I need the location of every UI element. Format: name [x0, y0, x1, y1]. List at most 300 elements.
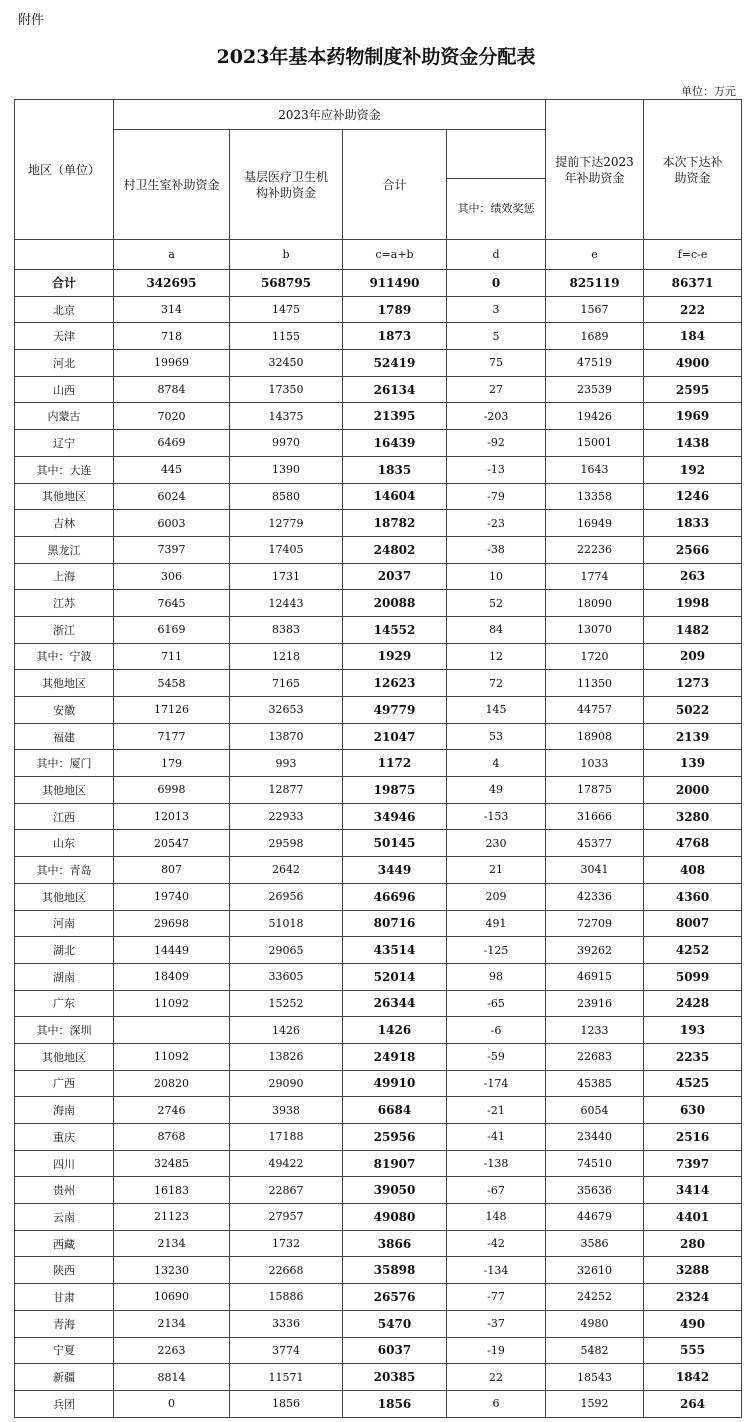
region-cell: 河北 — [15, 350, 114, 377]
value-cell: 20385 — [343, 1364, 447, 1391]
value-cell: 1643 — [546, 456, 644, 483]
value-cell: 263 — [644, 563, 742, 590]
value-cell: 72 — [447, 670, 546, 697]
value-cell: 15252 — [230, 990, 343, 1017]
table-row — [15, 750, 742, 777]
table-row — [15, 376, 742, 403]
value-cell: 13230 — [114, 1257, 230, 1284]
header-col-d-spacer — [447, 130, 546, 179]
value-cell: 49 — [447, 777, 546, 804]
table-row — [15, 1230, 742, 1257]
value-cell: 2139 — [644, 723, 742, 750]
table-row — [15, 456, 742, 483]
value-cell: 26344 — [343, 990, 447, 1017]
value-cell: 209 — [447, 883, 546, 910]
header-region: 地区（单位） — [15, 100, 114, 240]
value-cell: 148 — [447, 1204, 546, 1231]
value-cell: 11092 — [114, 990, 230, 1017]
value-cell: 139 — [644, 750, 742, 777]
table-row — [15, 1364, 742, 1391]
value-cell: 1833 — [644, 510, 742, 537]
value-cell: 25956 — [343, 1124, 447, 1151]
value-cell: 12 — [447, 643, 546, 670]
value-cell: 26134 — [343, 376, 447, 403]
region-cell: 陕西 — [15, 1257, 114, 1284]
value-cell: 0 — [447, 270, 546, 297]
value-cell: 31666 — [546, 803, 644, 830]
value-cell: 14552 — [343, 616, 447, 643]
value-cell — [114, 1017, 230, 1044]
region-cell: 重庆 — [15, 1124, 114, 1151]
value-cell: 7397 — [644, 1150, 742, 1177]
value-cell: 47519 — [546, 350, 644, 377]
region-cell: 甘肃 — [15, 1284, 114, 1311]
value-cell: 4980 — [546, 1310, 644, 1337]
value-cell: 22236 — [546, 536, 644, 563]
table-row — [15, 296, 742, 323]
value-cell: 10690 — [114, 1284, 230, 1311]
value-cell: 15886 — [230, 1284, 343, 1311]
value-cell: 3 — [447, 296, 546, 323]
value-cell: 2566 — [644, 536, 742, 563]
value-cell: 408 — [644, 857, 742, 884]
value-cell: 23440 — [546, 1124, 644, 1151]
value-cell: 29698 — [114, 910, 230, 937]
region-cell: 内蒙古 — [15, 403, 114, 430]
value-cell: 0 — [114, 1390, 230, 1417]
value-cell: 1475 — [230, 296, 343, 323]
table-row — [15, 510, 742, 537]
value-cell: 1482 — [644, 616, 742, 643]
value-cell: 8007 — [644, 910, 742, 937]
value-cell: 342695 — [114, 270, 230, 297]
value-cell: 11571 — [230, 1364, 343, 1391]
value-cell: 18409 — [114, 963, 230, 990]
value-cell: 13070 — [546, 616, 644, 643]
value-cell: -125 — [447, 937, 546, 964]
value-cell: 2595 — [644, 376, 742, 403]
value-cell: 3336 — [230, 1310, 343, 1337]
value-cell: 32450 — [230, 350, 343, 377]
table-row — [15, 1284, 742, 1311]
value-cell: 23916 — [546, 990, 644, 1017]
value-cell: 81907 — [343, 1150, 447, 1177]
value-cell: -134 — [447, 1257, 546, 1284]
value-cell: 43514 — [343, 937, 447, 964]
value-cell: 1218 — [230, 643, 343, 670]
value-cell: 20547 — [114, 830, 230, 857]
value-cell: 21395 — [343, 403, 447, 430]
region-cell: 北京 — [15, 296, 114, 323]
value-cell: 21047 — [343, 723, 447, 750]
value-cell: -38 — [447, 536, 546, 563]
value-cell: 2516 — [644, 1124, 742, 1151]
value-cell: 24918 — [343, 1043, 447, 1070]
value-cell: 555 — [644, 1337, 742, 1364]
value-cell: 86371 — [644, 270, 742, 297]
region-cell: 其他地区 — [15, 777, 114, 804]
value-cell: 3938 — [230, 1097, 343, 1124]
value-cell: 1873 — [343, 323, 447, 350]
value-cell: 1426 — [230, 1017, 343, 1044]
header-col-d: 其中：绩效奖惩 — [447, 179, 546, 240]
table-row — [15, 937, 742, 964]
value-cell: 4401 — [644, 1204, 742, 1231]
page-title: 2023年基本药物制度补助资金分配表 — [216, 46, 536, 68]
value-cell: 1172 — [343, 750, 447, 777]
value-cell: 3866 — [343, 1230, 447, 1257]
value-cell: 3774 — [230, 1337, 343, 1364]
value-cell: 74510 — [546, 1150, 644, 1177]
value-cell: 11092 — [114, 1043, 230, 1070]
value-cell: 490 — [644, 1310, 742, 1337]
value-cell: 4525 — [644, 1070, 742, 1097]
value-cell: -77 — [447, 1284, 546, 1311]
value-cell: 306 — [114, 563, 230, 590]
value-cell: 2037 — [343, 563, 447, 590]
value-cell: 84 — [447, 616, 546, 643]
value-cell: 2746 — [114, 1097, 230, 1124]
value-cell: 6684 — [343, 1097, 447, 1124]
value-cell: 2428 — [644, 990, 742, 1017]
value-cell: 20088 — [343, 590, 447, 617]
table-row — [15, 857, 742, 884]
value-cell: 1390 — [230, 456, 343, 483]
value-cell: 1033 — [546, 750, 644, 777]
value-cell: 16183 — [114, 1177, 230, 1204]
value-cell: 718 — [114, 323, 230, 350]
value-cell: 44679 — [546, 1204, 644, 1231]
table-row — [15, 697, 742, 724]
value-cell: 1273 — [644, 670, 742, 697]
value-cell: 18090 — [546, 590, 644, 617]
value-cell: 568795 — [230, 270, 343, 297]
value-cell: 1835 — [343, 456, 447, 483]
region-cell: 山东 — [15, 830, 114, 857]
value-cell: 49779 — [343, 697, 447, 724]
value-cell: 3041 — [546, 857, 644, 884]
value-cell: 3586 — [546, 1230, 644, 1257]
value-cell: 49080 — [343, 1204, 447, 1231]
value-cell: 13826 — [230, 1043, 343, 1070]
region-cell: 其他地区 — [15, 883, 114, 910]
value-cell: 27957 — [230, 1204, 343, 1231]
table-row — [15, 403, 742, 430]
value-cell: 18782 — [343, 510, 447, 537]
value-cell: 5022 — [644, 697, 742, 724]
value-cell: -203 — [447, 403, 546, 430]
region-cell: 上海 — [15, 563, 114, 590]
value-cell: -138 — [447, 1150, 546, 1177]
value-cell: 1842 — [644, 1364, 742, 1391]
letter-d: d — [447, 240, 546, 270]
value-cell: 5482 — [546, 1337, 644, 1364]
value-cell: 16949 — [546, 510, 644, 537]
header-col-f: 本次下达补助资金 — [644, 100, 742, 240]
table-row — [15, 1177, 742, 1204]
region-cell: 四川 — [15, 1150, 114, 1177]
region-cell: 其中：深圳 — [15, 1017, 114, 1044]
value-cell: 39262 — [546, 937, 644, 964]
value-cell: 22 — [447, 1364, 546, 1391]
value-cell: 7645 — [114, 590, 230, 617]
value-cell: 2235 — [644, 1043, 742, 1070]
value-cell: 1233 — [546, 1017, 644, 1044]
value-cell: 32610 — [546, 1257, 644, 1284]
value-cell: 6998 — [114, 777, 230, 804]
header-col-e: 提前下达2023年补助资金 — [546, 100, 644, 240]
region-cell: 黑龙江 — [15, 536, 114, 563]
value-cell: 230 — [447, 830, 546, 857]
value-cell: 46696 — [343, 883, 447, 910]
value-cell: 29090 — [230, 1070, 343, 1097]
value-cell: 6 — [447, 1390, 546, 1417]
value-cell: 7020 — [114, 403, 230, 430]
value-cell: 52419 — [343, 350, 447, 377]
region-cell: 青海 — [15, 1310, 114, 1337]
value-cell: 1438 — [644, 430, 742, 457]
region-cell: 湖南 — [15, 963, 114, 990]
value-cell: 145 — [447, 697, 546, 724]
value-cell: 22683 — [546, 1043, 644, 1070]
value-cell: 51018 — [230, 910, 343, 937]
value-cell: 6003 — [114, 510, 230, 537]
value-cell: -59 — [447, 1043, 546, 1070]
value-cell: 98 — [447, 963, 546, 990]
table-row — [15, 590, 742, 617]
table-row — [15, 963, 742, 990]
value-cell: 3449 — [343, 857, 447, 884]
value-cell: 19426 — [546, 403, 644, 430]
value-cell: 2134 — [114, 1310, 230, 1337]
value-cell: 17405 — [230, 536, 343, 563]
value-cell: 29598 — [230, 830, 343, 857]
value-cell: 22933 — [230, 803, 343, 830]
value-cell: 26576 — [343, 1284, 447, 1311]
value-cell: 1592 — [546, 1390, 644, 1417]
value-cell: 22867 — [230, 1177, 343, 1204]
region-cell: 广西 — [15, 1070, 114, 1097]
value-cell: -92 — [447, 430, 546, 457]
value-cell: 14604 — [343, 483, 447, 510]
value-cell: 32653 — [230, 697, 343, 724]
value-cell: 27 — [447, 376, 546, 403]
table-row — [15, 1204, 742, 1231]
value-cell: 825119 — [546, 270, 644, 297]
region-cell: 其中：宁波 — [15, 643, 114, 670]
table-row — [15, 1017, 742, 1044]
value-cell: 4768 — [644, 830, 742, 857]
value-cell: -6 — [447, 1017, 546, 1044]
header-col-b: 基层医疗卫生机构补助资金 — [230, 130, 343, 240]
table-row — [15, 1150, 742, 1177]
region-cell: 贵州 — [15, 1177, 114, 1204]
value-cell: 22668 — [230, 1257, 343, 1284]
value-cell: 1155 — [230, 323, 343, 350]
value-cell: 8580 — [230, 483, 343, 510]
region-cell: 浙江 — [15, 616, 114, 643]
value-cell: 8814 — [114, 1364, 230, 1391]
value-cell: 35636 — [546, 1177, 644, 1204]
value-cell: 17188 — [230, 1124, 343, 1151]
value-cell: -19 — [447, 1337, 546, 1364]
value-cell: 6037 — [343, 1337, 447, 1364]
value-cell: 8784 — [114, 376, 230, 403]
table-row — [15, 1337, 742, 1364]
value-cell: 45385 — [546, 1070, 644, 1097]
table-row — [15, 323, 742, 350]
value-cell: 2134 — [114, 1230, 230, 1257]
header-group: 2023年应补助资金 — [114, 100, 546, 130]
value-cell: 1789 — [343, 296, 447, 323]
value-cell: 35898 — [343, 1257, 447, 1284]
table-row — [15, 723, 742, 750]
value-cell: -37 — [447, 1310, 546, 1337]
value-cell: 179 — [114, 750, 230, 777]
value-cell: 80716 — [343, 910, 447, 937]
region-cell: 吉林 — [15, 510, 114, 537]
value-cell: -79 — [447, 483, 546, 510]
value-cell: 1731 — [230, 563, 343, 590]
region-cell: 宁夏 — [15, 1337, 114, 1364]
value-cell: 264 — [644, 1390, 742, 1417]
value-cell: 50145 — [343, 830, 447, 857]
value-cell: 1856 — [343, 1390, 447, 1417]
letter-c: c=a+b — [343, 240, 447, 270]
region-cell: 兵团 — [15, 1390, 114, 1417]
table-row — [15, 1257, 742, 1284]
region-cell: 其他地区 — [15, 1043, 114, 1070]
table-row — [15, 777, 742, 804]
letter-b: b — [230, 240, 343, 270]
value-cell: -65 — [447, 990, 546, 1017]
value-cell: 3280 — [644, 803, 742, 830]
value-cell: -23 — [447, 510, 546, 537]
table-body — [15, 270, 742, 1418]
value-cell: 6469 — [114, 430, 230, 457]
table-row — [15, 990, 742, 1017]
value-cell: 4252 — [644, 937, 742, 964]
value-cell: 8768 — [114, 1124, 230, 1151]
table-row — [15, 830, 742, 857]
value-cell: 53 — [447, 723, 546, 750]
value-cell: 2000 — [644, 777, 742, 804]
value-cell: 4 — [447, 750, 546, 777]
value-cell: -42 — [447, 1230, 546, 1257]
allocation-table — [14, 99, 742, 1418]
value-cell: 16439 — [343, 430, 447, 457]
table-row — [15, 563, 742, 590]
value-cell: 13358 — [546, 483, 644, 510]
value-cell: 15001 — [546, 430, 644, 457]
table-row — [15, 670, 742, 697]
value-cell: 52 — [447, 590, 546, 617]
region-cell: 其中：厦门 — [15, 750, 114, 777]
value-cell: 23539 — [546, 376, 644, 403]
value-cell: 711 — [114, 643, 230, 670]
value-cell: 1998 — [644, 590, 742, 617]
value-cell: 6169 — [114, 616, 230, 643]
region-cell: 福建 — [15, 723, 114, 750]
value-cell: 42336 — [546, 883, 644, 910]
value-cell: 807 — [114, 857, 230, 884]
region-cell: 其他地区 — [15, 483, 114, 510]
value-cell: -174 — [447, 1070, 546, 1097]
value-cell: 6054 — [546, 1097, 644, 1124]
value-cell: 1856 — [230, 1390, 343, 1417]
region-cell: 其中：青岛 — [15, 857, 114, 884]
value-cell: 1246 — [644, 483, 742, 510]
table-row — [15, 350, 742, 377]
value-cell: 4360 — [644, 883, 742, 910]
value-cell: 3288 — [644, 1257, 742, 1284]
value-cell: -41 — [447, 1124, 546, 1151]
region-cell: 山西 — [15, 376, 114, 403]
region-cell: 安徽 — [15, 697, 114, 724]
value-cell: 5099 — [644, 963, 742, 990]
value-cell: 1774 — [546, 563, 644, 590]
table-row — [15, 643, 742, 670]
value-cell: 33605 — [230, 963, 343, 990]
table-row — [15, 1097, 742, 1124]
region-cell: 新疆 — [15, 1364, 114, 1391]
value-cell: 491 — [447, 910, 546, 937]
value-cell: 993 — [230, 750, 343, 777]
value-cell: 49910 — [343, 1070, 447, 1097]
table-row — [15, 616, 742, 643]
region-cell: 其他地区 — [15, 670, 114, 697]
value-cell: 5470 — [343, 1310, 447, 1337]
value-cell: 1689 — [546, 323, 644, 350]
region-cell: 广东 — [15, 990, 114, 1017]
attachment-label: 附件 — [18, 13, 45, 28]
region-cell: 西藏 — [15, 1230, 114, 1257]
value-cell: 2324 — [644, 1284, 742, 1311]
table-row — [15, 1043, 742, 1070]
value-cell: 17350 — [230, 376, 343, 403]
value-cell: 72709 — [546, 910, 644, 937]
value-cell: 14449 — [114, 937, 230, 964]
value-cell: 24252 — [546, 1284, 644, 1311]
region-cell: 辽宁 — [15, 430, 114, 457]
region-cell: 云南 — [15, 1204, 114, 1231]
table-row — [15, 883, 742, 910]
value-cell: 12443 — [230, 590, 343, 617]
value-cell: -67 — [447, 1177, 546, 1204]
value-cell: 7165 — [230, 670, 343, 697]
value-cell: 3414 — [644, 1177, 742, 1204]
region-cell: 天津 — [15, 323, 114, 350]
value-cell: 6024 — [114, 483, 230, 510]
value-cell: 911490 — [343, 270, 447, 297]
value-cell: 12877 — [230, 777, 343, 804]
table-row — [15, 483, 742, 510]
value-cell: 193 — [644, 1017, 742, 1044]
value-cell: 5 — [447, 323, 546, 350]
value-cell: 9970 — [230, 430, 343, 457]
value-cell: 2642 — [230, 857, 343, 884]
table-row — [15, 1310, 742, 1337]
value-cell: 19875 — [343, 777, 447, 804]
value-cell: 1720 — [546, 643, 644, 670]
value-cell: 19740 — [114, 883, 230, 910]
value-cell: 7177 — [114, 723, 230, 750]
table-row — [15, 270, 742, 297]
value-cell: 5458 — [114, 670, 230, 697]
value-cell: 12623 — [343, 670, 447, 697]
value-cell: 17875 — [546, 777, 644, 804]
table-row — [15, 910, 742, 937]
